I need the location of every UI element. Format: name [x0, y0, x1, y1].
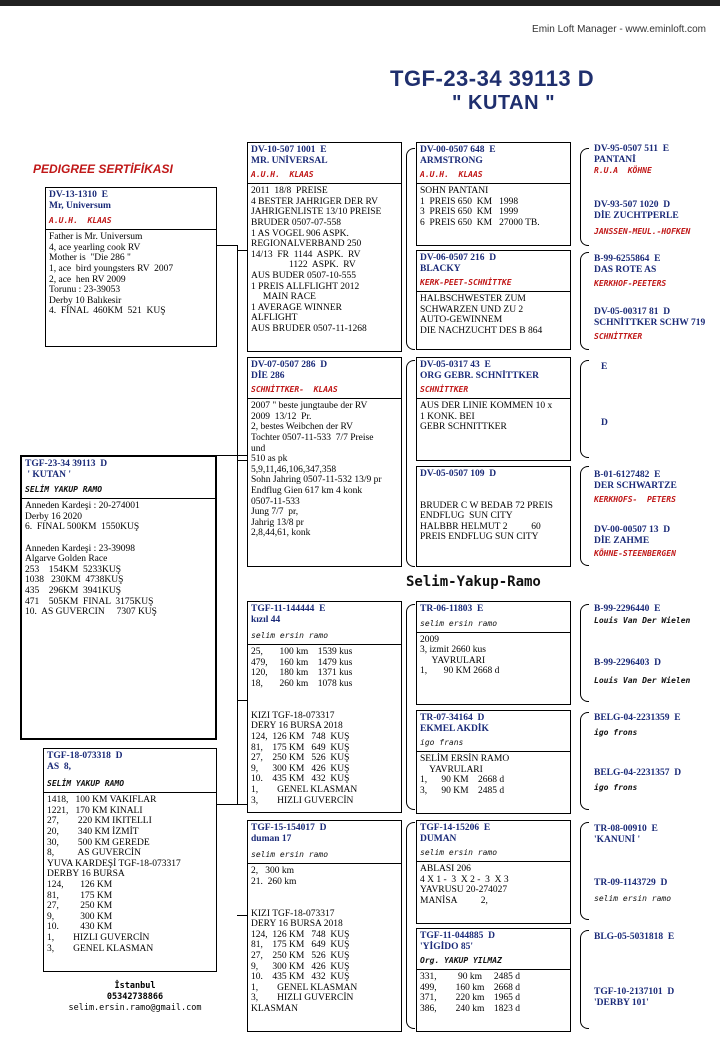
owner-name: A.U.H. KLAAS [420, 170, 483, 180]
ring-number: TGF-14-15206 E [420, 823, 491, 833]
pigeon-name: EKMEL AKDİK [420, 723, 489, 734]
ring-number: TGF-18-073318 D [47, 751, 123, 761]
performance-notes: SOHN PANTANI 1 PREIS 650 KM 1998 3 PREIS 650 KM 1999 6 PREIS 650 KM 27000 TB. [420, 186, 540, 228]
owner-name: SELİM YAKUP RAMO [47, 779, 125, 789]
performance-notes: AUS DER LINIE KOMMEN 10 x 1 KONK. BEI GEBR SCHNITTKER [420, 401, 553, 433]
certificate-title: PEDIGREE SERTİFİKASI [33, 162, 173, 176]
connector [237, 460, 247, 461]
ring-number: DV-07-0507 286 D [251, 360, 328, 370]
pigeon-name: 'YİGİDO 85' [420, 941, 474, 952]
great-grandparent-card [416, 357, 571, 461]
ancestor-entry: B-99-2296440 E Louis Van Der Wielen [591, 602, 719, 652]
grandparent-card [247, 357, 402, 567]
ring-number: DV-10-507 1001 E [251, 145, 327, 155]
connector [217, 245, 237, 246]
breeder-label: Selim-Yakup-Ramo [406, 574, 541, 590]
ancestor-entry: DV-05-00317 81 D SCHNİTTKER SCHW 719 SCHNİTTKER [591, 305, 719, 353]
pigeon-name: DUMAN [420, 833, 457, 844]
ring-number: TGF-15-154017 D [251, 823, 327, 833]
pigeon-name: ARMSTRONG [420, 155, 483, 166]
ancestor-entry: DV-00-00507 13 D DİE ZAHME KÖHNE-STEENBERGEN [591, 523, 719, 569]
connector [237, 915, 247, 916]
father-card [45, 187, 217, 347]
owner-name: KERK-PEET-SCHNİTTKE [420, 278, 512, 288]
ring-number: DV-13-1310 E [49, 190, 108, 200]
ring-number: TGF-11-144444 E [251, 604, 326, 614]
brace [580, 252, 589, 350]
performance-notes: ABLASI 206 4 X 1 - 3 X 2 - 3 X 3 YAVRUSU 20-274027 MANİSA 2, [420, 864, 509, 906]
performance-notes: 2009 3, izmit 2660 kus YAVRULARI 1, 90 KM 2668 d [420, 634, 500, 677]
ancestor-entry: DV-93-507 1020 D DİE ZUCHTPERLE JANSSEN-MEUL.-HOFKEN [591, 198, 719, 248]
connector [237, 245, 238, 805]
pigeon-name: AS 8, [47, 761, 72, 772]
subject-card [20, 455, 217, 740]
performance-notes: BRUDER C W BEDAB 72 PREIS ENDFLUG SUN CITY HALBBR HELMUT 2 60 PREIS ENDFLUG SUN CITY [420, 500, 553, 543]
brace [406, 360, 415, 567]
ancestor-entry: BLG-05-5031818 E [591, 930, 719, 976]
connector [237, 250, 247, 251]
ring-number: DV-00-0507 648 E [420, 145, 496, 155]
contact-city: İstanbul [114, 981, 156, 991]
pigeon-name: kızıl 44 [251, 614, 281, 625]
great-grandparent-card [416, 928, 571, 1032]
performance-notes: HALBSCHWESTER ZUM SCHWARZEN UND ZU 2 AUTO-GEWINNEM DIE NACHZUCHT DES B 864 [420, 294, 543, 336]
brace [406, 148, 415, 350]
performance-notes: 25, 100 km 1539 kus 479, 160 km 1479 kus 120, 180 km 1371 kus 18, 260 km 1078 kus KIZI TGF-18-073317 DERY 16 BURSA 2018 124, 126 KM 748 KUŞ 81, 175 KM 649 KUŞ 27, 250 KM 526 KUŞ 9, 300 KM 426 KUŞ 10. 435 KM 432 KUŞ 1, GENEL KLASMAN 3, HIZLI GUVERCİN [251, 647, 358, 806]
performance-notes: 2, 300 km 21. 260 km KIZI TGF-18-073317 DERY 16 BURSA 2018 124, 126 KM 748 KUŞ 81, 175 KM 649 KUŞ 27, 250 KM 526 KUŞ 9, 300 KM 426 KUŞ 10. 435 KM 432 KUŞ 1, GENEL KLASMAN 3, HIZLI GUVERCİN KLASMAN [251, 866, 358, 1014]
brace [406, 822, 415, 1029]
owner-name: selim ersin ramo [420, 848, 498, 858]
grandparent-card [247, 601, 402, 813]
ancestor-entry: TR-09-1143729 D selim ersin ramo [591, 876, 719, 926]
great-grandparent-card [416, 250, 571, 350]
owner-name: A.U.H. KLAAS [251, 170, 314, 180]
ancestor-entry: B-99-2296403 D Louis Van Der Wielen [591, 656, 719, 706]
pigeon-name: Mr, Universum [49, 200, 111, 211]
brace [406, 604, 415, 810]
brace [580, 466, 589, 566]
brace [580, 604, 589, 702]
app-credit: Emin Loft Manager - www.eminloft.com [532, 24, 706, 35]
great-grandparent-card [416, 466, 571, 567]
ring-number: TR-07-34164 D [420, 713, 485, 723]
owner-name: selim ersin ramo [251, 850, 329, 860]
owner-name: SCHNİTTKER [420, 385, 469, 395]
grandparent-card [247, 820, 402, 1032]
ring-number: TGF-23-34 39113 D [25, 459, 108, 469]
pigeon-name: ' KUTAN ' [25, 469, 72, 480]
ring-number: DV-05-0507 109 D [420, 469, 497, 479]
performance-notes: Father is Mr. Universum 4, ace yearling cook RV Mother is "Die 286 " 1, ace bird youngsters RV 2007 2, ace hen RV 2009 Torunu : 23-39053 Derby 10 Balıkesir 4. FİNAL 460KM 521 KUŞ [49, 232, 174, 317]
contact-block [40, 981, 230, 1014]
performance-notes: 2007 " beste jungtaube der RV 2009 13/12 Pr. 2, bestes Weibchen der RV Tochter 0507-11-533 7/7 Preise und 510 as pk 5,9,11,46,106,347,358 Sohn Jahring 0507-11-532 13/9 pr Endflug Gien 617 km 4 konk 0507-11-533 Jung 7/7 pr, Jahrig 13/8 pr 2,8,44,61, konk [251, 401, 382, 539]
owner-name: igo frans [420, 738, 464, 748]
great-grandparent-card [416, 820, 571, 924]
ancestor-entry: B-99-6255864 E DAS ROTE AS KERKHOF-PEETERS [591, 252, 719, 302]
ancestor-entry: D [598, 416, 718, 456]
great-grandparent-card [416, 601, 571, 705]
connector [217, 455, 247, 456]
pigeon-name: ORG GEBR. SCHNİTTKER [420, 370, 540, 381]
owner-name: SCHNİTTKER- KLAAS [251, 385, 338, 395]
contact-email: selim.ersin.ramo@gmail.com [68, 1003, 202, 1013]
pigeon-name-title: " KUTAN " [452, 92, 556, 114]
ring-number: DV-05-0317 43 E [420, 360, 491, 370]
owner-name: Org. YAKUP YILMAZ [420, 956, 502, 966]
great-grandparent-card [416, 142, 571, 246]
performance-notes: 1418, 100 KM VAKIFLAR 1221, 170 KM KINALI 27, 220 KM IKITELLI 20, 340 KM İZMİT 30, 500 KM GEREDE 8, AS GUVERCİN YUVA KARDEŞİ TGF-18-073317 DERBY 16 BURSA 124, 126 KM 81, 175 KM 27, 250 KM 9, 300 KM 10. 430 KM 1, HIZLI GUVERCİN 3, GENEL KLASMAN [47, 795, 181, 954]
ring-number: TR-06-11803 E [420, 604, 484, 614]
ring-number: TGF-11-044885 D [420, 931, 495, 941]
ring-number: DV-06-0507 216 D [420, 253, 497, 263]
performance-notes: 2011 18/8 PREISE 4 BESTER JAHRIGER DER RV JAHRIGENLISTE 13/10 PREISE BRUDER 0507-07-558 1 AS VOGEL 906 ASPK. REGIONALVERBAND 250 14/13 FR 1144 ASPK. RV 1122 ASPK. RV AUS BUDER 0507-10-555 1 PREIS ALLFLIGHT 2012 MAIN RACE 1 AVERAGE WINNER ALFLIGHT AUS BRUDER 0507-11-1268 [251, 186, 382, 334]
performance-notes: SELİM ERSİN RAMO YAVRULARI 1, 90 KM 2668 d 3, 90 KM 2485 d [420, 754, 510, 796]
great-grandparent-card [416, 710, 571, 814]
pigeon-ring-title: TGF-23-34 39113 D [390, 66, 595, 91]
connector [237, 700, 247, 701]
connector [217, 804, 247, 805]
ancestor-entry: BELG-04-2231359 E igo frons [591, 711, 719, 761]
performance-notes: 331, 90 km 2485 d 499, 160 km 2668 d 371, 220 km 1965 d 386, 240 km 1823 d [420, 972, 521, 1014]
performance-notes: Anneden Kardeşi : 20-274001 Derby 16 2020 6. FINAL 500KM 1550KUŞ Anneden Kardeşi : 23-39098 Algarve Golden Race 253 154KM 5233KUŞ 1038 230KM 4738KUŞ 435 296KM 3941KUŞ 471 505KM FINAL 3175KUŞ 10. AS GUVERCIN 7307 KUŞ [25, 501, 157, 618]
ancestor-entry: E [598, 360, 718, 400]
ancestor-entry: B-01-6127482 E DER SCHWARTZE KERKHOFS- PETERS [591, 468, 719, 518]
brace [580, 148, 589, 246]
mother-card [43, 748, 217, 972]
pigeon-name: duman 17 [251, 833, 292, 844]
brace [580, 360, 589, 458]
pigeon-name: DİE 286 [251, 370, 285, 381]
owner-name: selim ersin ramo [251, 631, 329, 641]
ancestor-entry: TGF-10-2137101 D 'DERBY 101' [591, 985, 719, 1031]
pigeon-name: BLACKY [420, 263, 461, 274]
brace [580, 930, 589, 1029]
pigeon-name: MR. UNİVERSAL [251, 155, 328, 166]
brace [580, 822, 589, 920]
brace [580, 712, 589, 810]
ancestor-entry: DV-95-0507 511 E PANTANİ R.U.A KÖHNE [591, 142, 719, 192]
ancestor-entry: BELG-04-2231357 D igo frons [591, 766, 719, 812]
ancestor-entry: TR-08-00910 E 'KANUNİ ' [591, 822, 719, 872]
grandparent-card [247, 142, 402, 352]
top-bar [0, 0, 720, 6]
owner-name: SELİM YAKUP RAMO [25, 485, 103, 495]
owner-name: A.U.H. KLAAS [49, 216, 112, 226]
owner-name: selim ersin ramo [420, 618, 498, 628]
contact-phone: 05342738866 [106, 992, 164, 1002]
